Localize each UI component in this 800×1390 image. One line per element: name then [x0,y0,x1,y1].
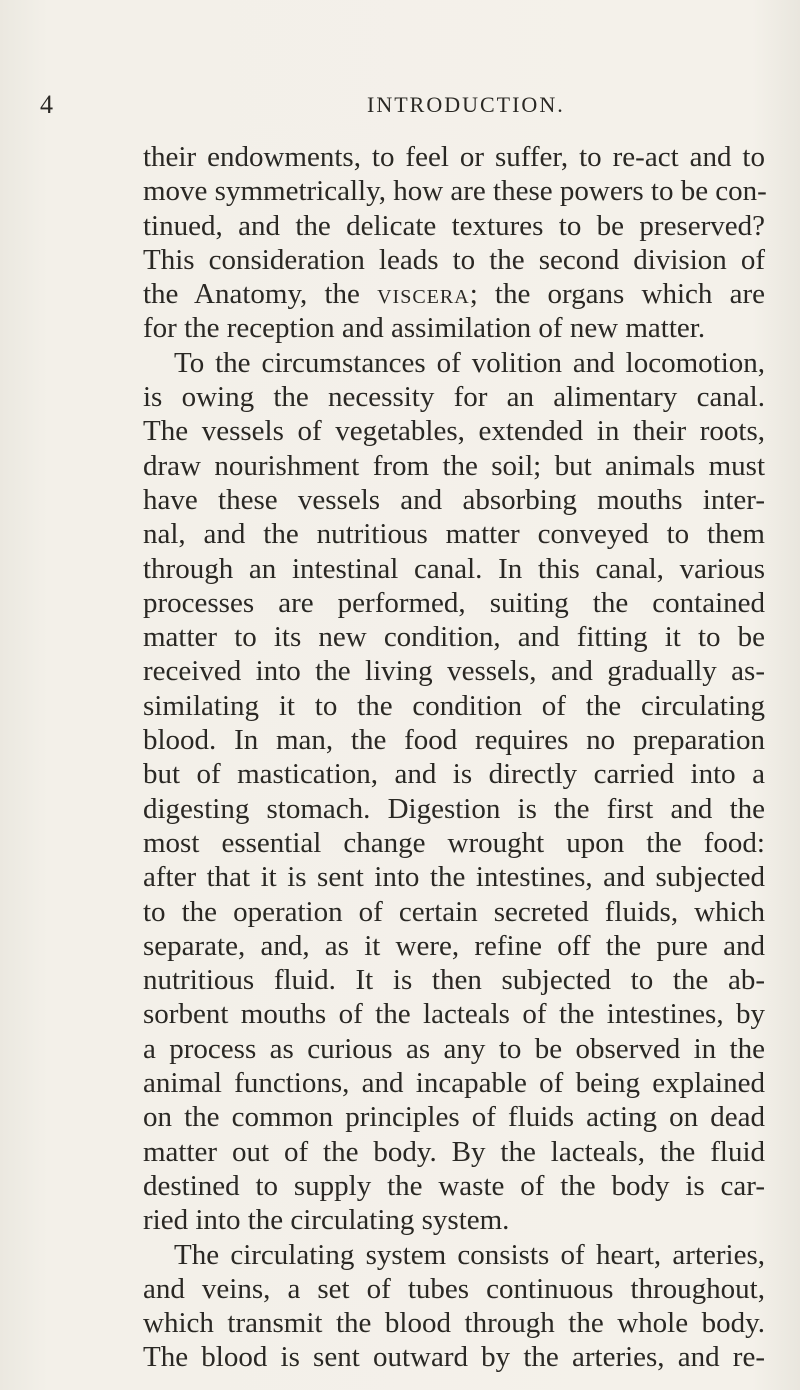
text-line: their endowments, to feel or suffer, to re-act and to [143,141,765,173]
text-line: animal functions, and incapable of being explained [143,1067,765,1100]
text-line: move symmetrically, how are these powers to be con- [143,175,767,208]
page-number: 4 [40,90,53,119]
text-line: nutritious fluid. It is then subjected to the ab- [143,964,765,997]
text-fragment: ; the organs which are [469,278,765,311]
text-line: for the reception and assimilation of new matter. [143,312,706,345]
text-line: on the common principles of fluids acting on dead [143,1101,765,1134]
text-line: The vessels of vegetables, extended in their roots, [143,415,765,448]
text-line: through an intestinal canal. In this canal, various [143,552,765,585]
text-line: separate, and, as it were, refine off the pure and [143,929,765,962]
text-line: have these vessels and absorbing mouths inter- [143,483,765,516]
text-line: nal, and the nutritious matter conveyed to them [143,518,765,551]
text-line: matter out of the body. By the lacteals, the fluid [143,1135,765,1168]
text-line: received into the living vessels, and gradually as- [143,655,765,688]
text-line: ried into the circulating system. [143,1204,510,1237]
text-line: which transmit the blood through the whole body. [143,1307,765,1340]
body-text [143,140,765,1375]
text-line: and veins, a set of tubes continuous throughout, [143,1272,765,1305]
text-line: draw nourishment from the soil; but animals must [143,449,765,482]
text-line: to the operation of certain secreted fluids, which [143,895,765,928]
text-line: most essential change wrought upon the food: [143,826,765,859]
text-fragment: the Anatomy, the [143,278,378,311]
text-line: similating it to the condition of the circulating [143,689,765,722]
text-line: is owing the necessity for an alimentary canal. [143,381,765,414]
text-line: digesting stomach. Digestion is the first and the [143,792,765,825]
text-line: To the circumstances of volition and locomotion, [174,346,765,379]
running-head: INTRODUCTION. [367,92,565,117]
text-line: destined to supply the waste of the body is car- [143,1169,765,1202]
text-line: This consideration leads to the second division of [143,243,765,276]
text-line: sorbent mouths of the lacteals of the intestines, by [143,998,765,1031]
text-line: blood. In man, the food requires no preparation [143,724,765,757]
text-line: tinued, and the delicate textures to be preserved? [143,209,765,242]
text-line: The circulating system consists of heart, arteries, [174,1238,765,1271]
viscera-term: viscera [377,278,470,311]
text-line [143,277,765,311]
text-line: matter to its new condition, and fitting it to be [143,621,765,654]
text-line: processes are performed, suiting the contained [143,586,765,619]
text-line: The blood is sent outward by the arteries, and re- [143,1341,765,1374]
text-line: after that it is sent into the intestines, and subjected [143,861,765,894]
text-line: a process as curious as any to be observed in the [143,1032,765,1065]
text-line: but of mastication, and is directly carried into a [143,758,765,791]
